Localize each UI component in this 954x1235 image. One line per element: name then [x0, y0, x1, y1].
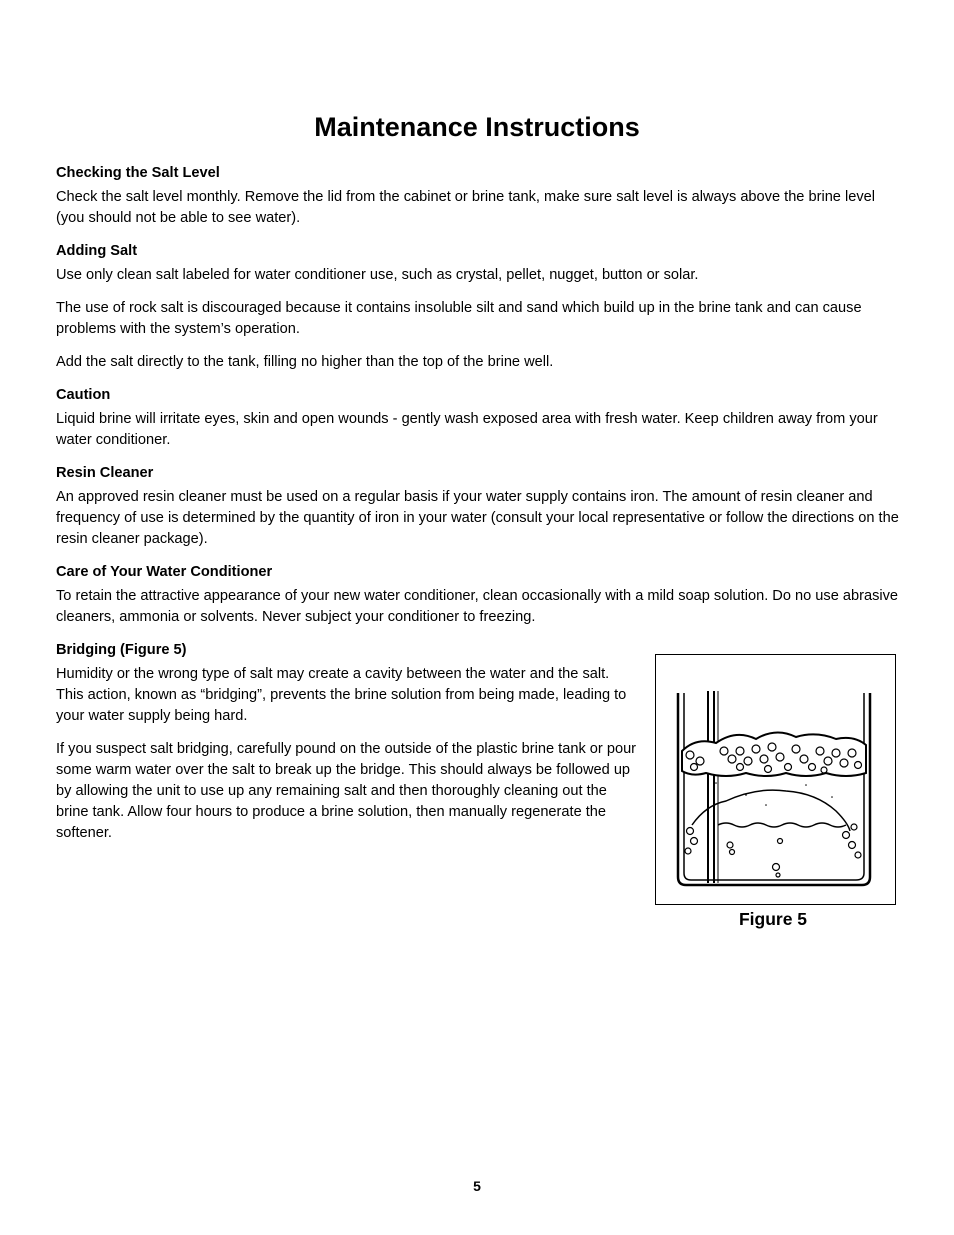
paragraph: If you suspect salt bridging, carefully pound on the outside of the plastic brine tank or pour some warm water over the salt to break up the bridge. This should always be followed up by allowing the unit to use up any remaining salt and then thoroughly cleaning out the brine tank. Allow four hours to produce a brine solution, then manually regenerate the softener.	[56, 741, 637, 841]
page-title: Maintenance Instructions	[314, 112, 640, 142]
paragraph: Add the salt directly to the tank, filling no higher than the top of the brine well.	[56, 354, 554, 370]
paragraph: The use of rock salt is discouraged because it contains insoluble silt and sand which build up in the brine tank and can cause problems with the system’s operation.	[56, 300, 862, 337]
figure-5-brine-tank-illustration	[655, 654, 896, 905]
paragraph: To retain the attractive appearance of your new water conditioner, clean occasionally with a mild soap solution. Do no use abrasive cleaners, ammonia or solvents. Never subject your conditioner to freezing.	[56, 588, 899, 625]
section-heading: Resin Cleaner	[56, 465, 154, 481]
section-care	[56, 562, 901, 628]
paragraph: Check the salt level monthly. Remove the lid from the cabinet or brine tank, make sure salt level is always above the brine level (you should not be able to see water).	[56, 189, 875, 226]
brine-tank-drawing	[656, 655, 894, 903]
section-heading: Bridging (Figure 5)	[56, 642, 187, 658]
section-heading: Adding Salt	[56, 243, 138, 259]
section-bridging	[56, 640, 638, 844]
section-heading: Caution	[56, 387, 111, 403]
paragraph: An approved resin cleaner must be used on a regular basis if your water supply contains iron. The amount of resin cleaner and frequency of use is determined by the quantity of iron in your water (consult your local representative or follow the directions on the resin cleaner package).	[56, 489, 899, 547]
section-checking-salt	[56, 163, 901, 229]
paragraph: Liquid brine will irritate eyes, skin and open wounds - gently wash exposed area with fresh water. Keep children away from your water conditioner.	[56, 411, 878, 448]
section-adding-salt	[56, 241, 901, 373]
section-heading: Checking the Salt Level	[56, 165, 220, 181]
page-number: 5	[473, 1178, 481, 1194]
section-caution	[56, 385, 901, 451]
paragraph: Humidity or the wrong type of salt may create a cavity between the water and the salt. This action, known as “bridging”, prevents the brine solution from being made, leading to your water supply being hard.	[56, 666, 627, 724]
section-resin-cleaner	[56, 463, 901, 550]
paragraph: Use only clean salt labeled for water conditioner use, such as crystal, pellet, nugget, button or solar.	[56, 267, 699, 283]
figure-caption: Figure 5	[738, 909, 808, 929]
section-heading: Care of Your Water Conditioner	[56, 564, 273, 580]
